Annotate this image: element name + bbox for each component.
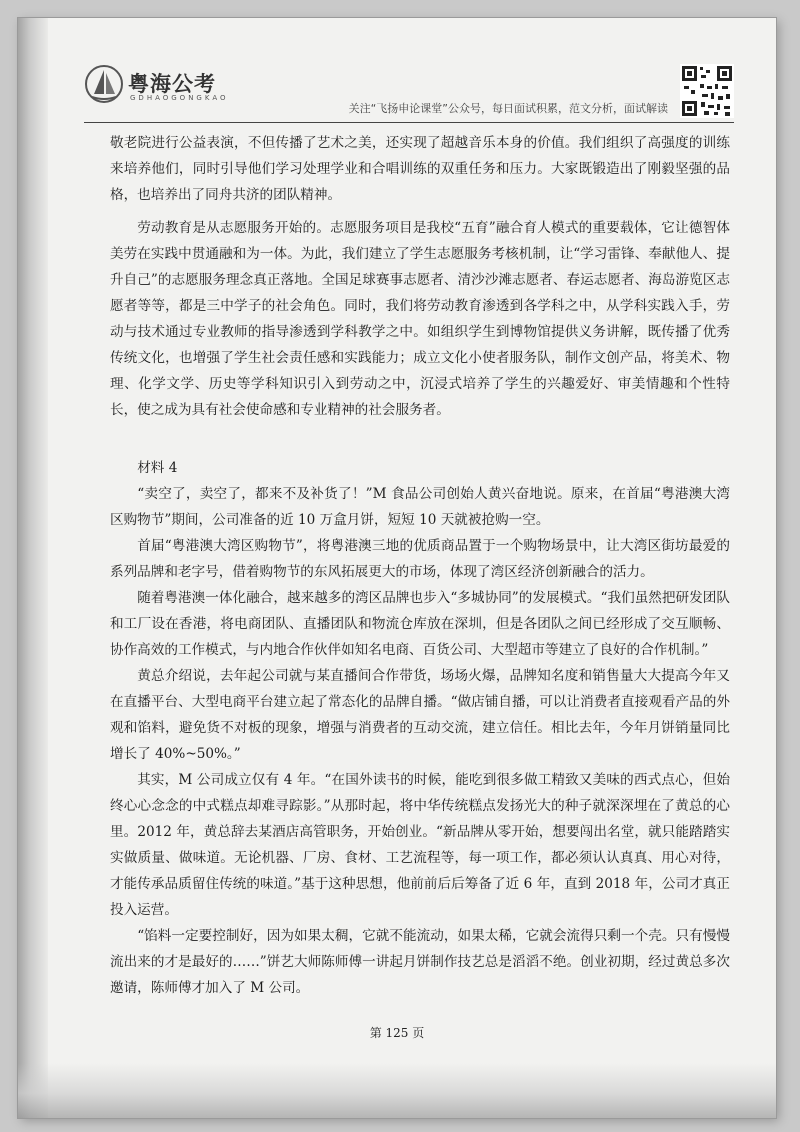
logo-sail-icon — [84, 64, 124, 104]
paragraph: 黄总介绍说，去年起公司就与某直播间合作带货，场场火爆，品牌知名度和销售量大大提高今年又在直播平台、大型电商平台建立起了常态化的品牌自播。“做店铺自播，可以让消费者直接观看产品的外观和馅料，避免货不对板的现象，增强与消费者的互动交流，建立信任。相比去年，今年月饼销量同比增长了 40%~50%。” — [110, 668, 730, 762]
qr-code-icon — [680, 64, 734, 118]
paragraph: 随着粤港澳一体化融合，越来越多的湾区品牌也步入“多城协同”的发展模式。“我们虽然把研发团队和工厂设在香港，将电商团队、直播团队和物流仓库放在深圳，但是各团队之间已经形成了交互顺畅、协作高效的工作模式，与内地合作伙伴如知名电商、百货公司、大型超市等建立了良好的合作机制。” — [110, 590, 730, 658]
logo-subtitle: GDHAOGONGKAO — [130, 94, 229, 102]
brand-logo — [84, 64, 244, 108]
paragraph: 敬老院进行公益表演，不但传播了艺术之美，还实现了超越音乐本身的价值。我们组织了高强度的训练来培养他们，同时引导他们学习处理学业和合唱训练的双重任务和压力。大家既锻造出了刚毅坚强的品格，也培养出了同舟共济的团队精神。 — [110, 135, 730, 203]
section-heading: 材料 4 — [137, 460, 178, 476]
logo-text: 粤海公考 — [128, 72, 216, 96]
document-body — [110, 130, 730, 1001]
page-number: 第 125 页 — [369, 1026, 425, 1040]
paragraph: 首届“粤港澳大湾区购物节”，将粤港澳三地的优质商品置于一个购物场景中，让大湾区街坊最爱的系列品牌和老字号，借着购物节的东风拓展更大的市场，体现了湾区经济创新融合的活力。 — [110, 538, 730, 580]
paragraph: 其实，M 公司成立仅有 4 年。“在国外读书的时候，能吃到很多做工精致又美味的西式点心，但始终心心念念的中式糕点却难寻踪影。”从那时起，将中华传统糕点发扬光大的种子就深深埋在了黄总的心里。2012 年，黄总辞去某酒店高管职务，开始创业。“新品牌从零开始，想要闯出名堂，就只能踏踏实实做质量、做味道。无论机器、厂房、食材、工艺流程等，每一项工作，都必须认认真真、用心对待，才能传承品质留住传统的味道。”基于这种思想，他前前后后筹备了近 6 年，直到 2018 年，公司才真正投入运营。 — [110, 772, 730, 918]
header-rule — [84, 122, 734, 123]
scanned-page — [18, 18, 776, 1118]
paragraph: 劳动教育是从志愿服务开始的。志愿服务项目是我校“五育”融合育人模式的重要载体，它让德智体美劳在实践中贯通融和为一体。为此，我们建立了学生志愿服务考核机制，让“学习雷锋、奉献他人、提升自己”的志愿服务理念真正落地。全国足球赛事志愿者、清沙沙滩志愿者、春运志愿者、海岛游览区志愿者等等，都是三中学子的社会角色。同时，我们将劳动教育渗透到各学科之中，从学科实践入手，劳动与技术通过专业教师的指导渗透到学科教学之中。如组织学生到博物馆提供义务讲解，既传播了优秀传统文化，也增强了学生社会责任感和实践能力；成立文化小使者服务队，制作文创产品，将美术、物理、化学文学、历史等学科知识引入到劳动之中，沉浸式培养了学生的兴趣爱好、审美情趣和个性特长，使之成为具有社会使命感和专业精神的社会服务者。 — [110, 220, 730, 418]
promo-text: 关注“飞扬申论课堂”公众号，每日面试积累，范文分析，面试解读 — [348, 102, 668, 115]
page-header — [84, 58, 734, 122]
paragraph: “馅料一定要控制好，因为如果太稠，它就不能流动，如果太稀，它就会流得只剩一个壳。只有慢慢流出来的才是最好的……”饼艺大师陈师傅一讲起月饼制作技艺总是滔滔不绝。创业初期，经过黄总多次邀请，陈师傅才加入了 M 公司。 — [110, 928, 730, 996]
paragraph: “卖空了，卖空了，都来不及补货了！”M 食品公司创始人黄兴奋地说。原来，在首届“粤港澳大湾区购物节”期间，公司准备的近 10 万盒月饼，短短 10 天就被抢购一空。 — [110, 486, 730, 528]
scan-shadow-bottom — [18, 1063, 776, 1118]
scan-shadow-left — [18, 18, 48, 1118]
